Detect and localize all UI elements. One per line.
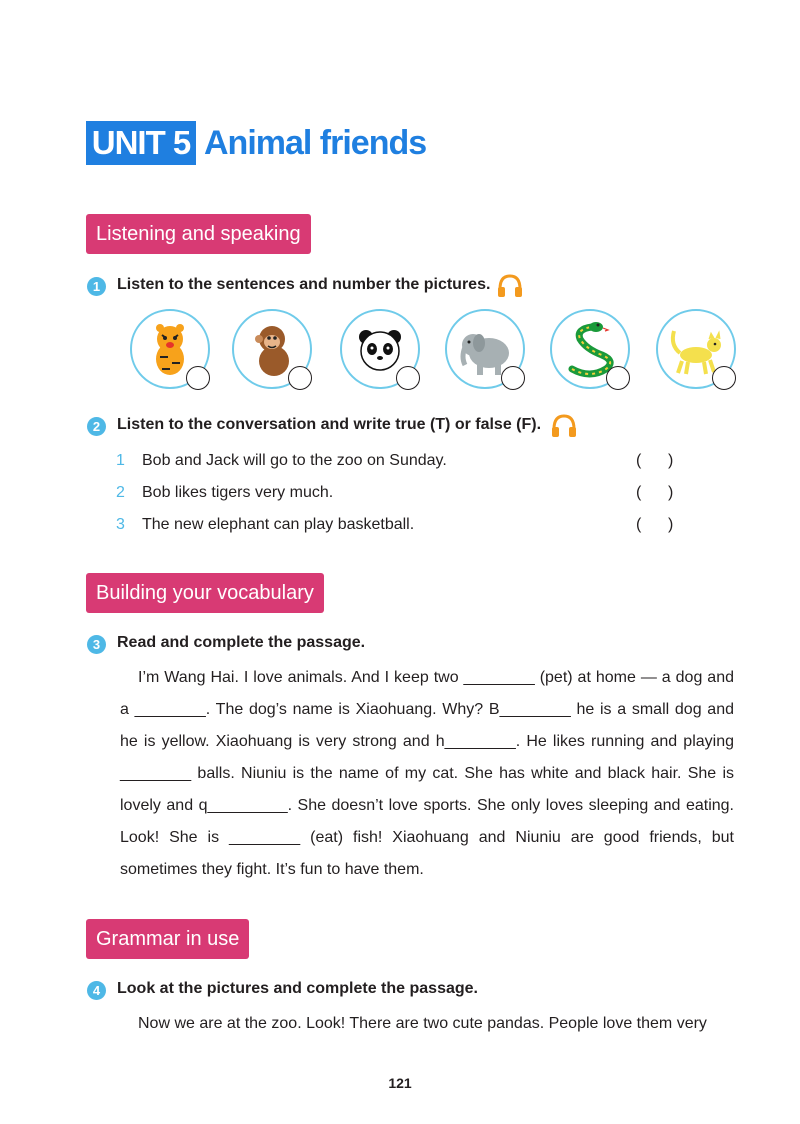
grammar-passage [120,1008,734,1040]
question-4-instruction: Look at the pictures and complete the passage. [117,980,478,997]
question-2-instruction: Listen to the conversation and write true (T) or false (F). [117,416,542,433]
animal-picture-tiger [130,309,210,389]
question-1-instruction: Listen to the sentences and number the pictures. [117,276,491,293]
question-3-instruction: Read and complete the passage. [117,634,366,651]
headphones-icon[interactable] [550,413,578,439]
question-number-4: 4 [87,981,106,1000]
page-number: 121 [388,1075,412,1091]
animal-picture-elephant [445,309,525,389]
answer-bracket-1[interactable]: ( ) [636,452,674,469]
item-number: 2 [116,484,125,501]
passage-text: Now we are at the zoo. Look! There are two cute pandas. People love them very [138,1015,707,1032]
section-listening-banner: Listening and speaking [86,214,311,254]
animal-picture-monkey [232,309,312,389]
question-number-1: 1 [87,277,106,296]
animal-picture-cat [656,309,736,389]
item-text: The new elephant can play basketball. [142,516,415,533]
question-number-2: 2 [87,417,106,436]
animal-picture-snake [550,309,630,389]
section-vocabulary-banner: Building your vocabulary [86,573,324,613]
answer-bracket-2[interactable]: ( ) [636,484,674,501]
item-number: 3 [116,516,125,533]
true-false-item [116,450,447,472]
question-number-3: 3 [87,635,106,654]
answer-circle-2[interactable] [288,366,312,390]
answer-circle-4[interactable] [501,366,525,390]
answer-circle-3[interactable] [396,366,420,390]
answer-circle-1[interactable] [186,366,210,390]
unit-title: Animal friends [204,124,427,162]
section-grammar-banner: Grammar in use [86,919,249,959]
true-false-item [116,514,414,536]
reading-passage [120,662,734,886]
true-false-item [116,482,333,504]
answer-circle-5[interactable] [606,366,630,390]
answer-bracket-3[interactable]: ( ) [636,516,674,533]
passage-text: I’m Wang Hai. I love animals. And I keep two ________ (pet) at home — a dog and a ________. The dog’s name is Xiaohuang. Why? B________ he is a small dog and he is yellow. Xiaohuang is very strong and h________. He likes running and playing ________ balls. Niuniu is the name of my cat. She has white and black hair. She is lovely and q_________. She doesn’t love sports. She only loves sleeping and eating. Look! She is ________ (eat) fish! Xiaohuang and Niuniu are good friends, but sometimes they fight. It’s fun to have them. [120,669,734,878]
item-text: Bob likes tigers very much. [142,484,334,501]
headphones-icon[interactable] [496,273,524,299]
answer-circle-6[interactable] [712,366,736,390]
item-text: Bob and Jack will go to the zoo on Sunday. [142,452,447,469]
animal-picture-panda [340,309,420,389]
unit-badge: UNIT 5 [86,121,196,165]
item-number: 1 [116,452,125,469]
